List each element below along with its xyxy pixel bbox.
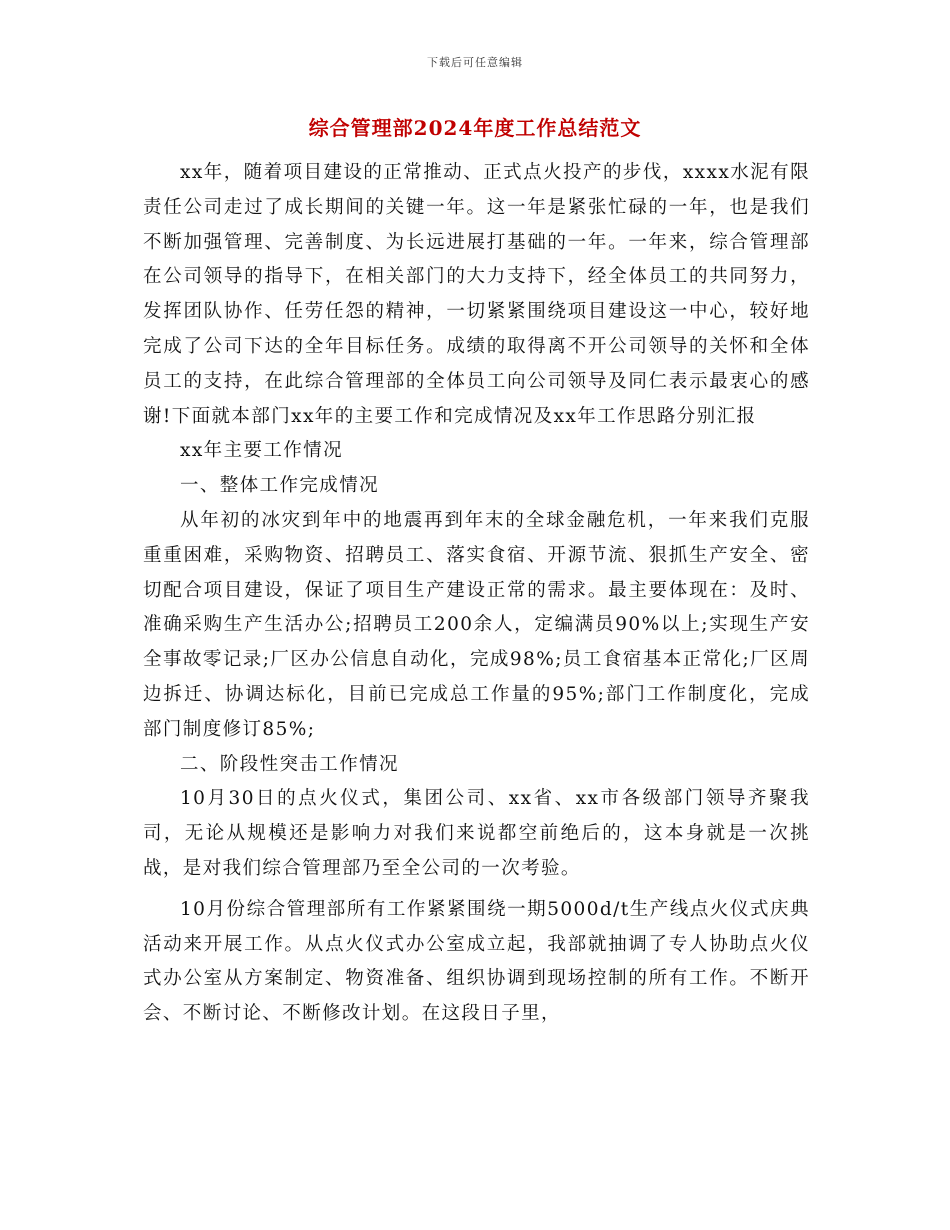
page-header-note: 下载后可任意编辑 — [427, 56, 523, 69]
document-title: 综合管理部2024年度工作总结范文 — [308, 116, 642, 140]
intro-paragraph: xx年，随着项目建设的正常推动、正式点火投产的步伐，xxxx水泥有限责任公司走过了成长期间的关键一年。这一年是紧张忙碌的一年，也是我们不断加强管理、完善制度、为长远进展打基础的一年。一年来，综合管理部在公司领导的指导下，在相关部门的大力支持下，经全体员工的共同努力，发挥团队协作、任劳任怨的精神，一切紧紧围绕项目建设这一中心，较好地完成了公司下达的全年目标任务。成绩的取得离不开公司领导的关怀和全体员工的支持，在此综合管理部的全体员工向公司领导及同仁表示最衷心的感谢!下面就本部门xx年的主要工作和完成情况及xx年工作思路分别汇报 — [143, 162, 810, 427]
document-body — [143, 156, 810, 1032]
ignition-ceremony-paragraph: 10月30日的点火仪式，集团公司、xx省、xx市各级部门领导齐聚我司，无论从规模还是影响力对我们来说都空前绝后的，这本身就是一次挑战，是对我们综合管理部乃至全公司的一次考验。 — [143, 788, 810, 879]
october-work-paragraph: 10月份综合管理部所有工作紧紧围绕一期5000d/t生产线点火仪式庆典活动来开展工作。从点火仪式办公室成立起，我部就抽调了专人协助点火仪式办公室从方案制定、物资准备、组织协调到现场控制的所有工作。不断开会、不断讨论、不断修改计划。在这段日子里， — [143, 898, 810, 1025]
subsection-heading-phased: 二、阶段性突击工作情况 — [180, 753, 399, 775]
overall-work-paragraph: 从年初的冰灾到年中的地震再到年末的全球金融危机，一年来我们克服重重困难，采购物资、招聘员工、落实食宿、开源节流、狠抓生产安全、密切配合项目建设，保证了项目生产建设正常的需求。最主要体现在：及时、准确采购生产生活办公;招聘员工200余人，定编满员90%以上;实现生产安全事故零记录;厂区办公信息自动化，完成98%;员工食宿基本正常化;厂区周边拆迁、协调达标化，目前已完成总工作量的95%;部门工作制度化，完成部门制度修订85%; — [143, 509, 810, 740]
section-heading-main-work: xx年主要工作情况 — [180, 440, 343, 462]
subsection-heading-overall: 一、整体工作完成情况 — [180, 475, 380, 497]
